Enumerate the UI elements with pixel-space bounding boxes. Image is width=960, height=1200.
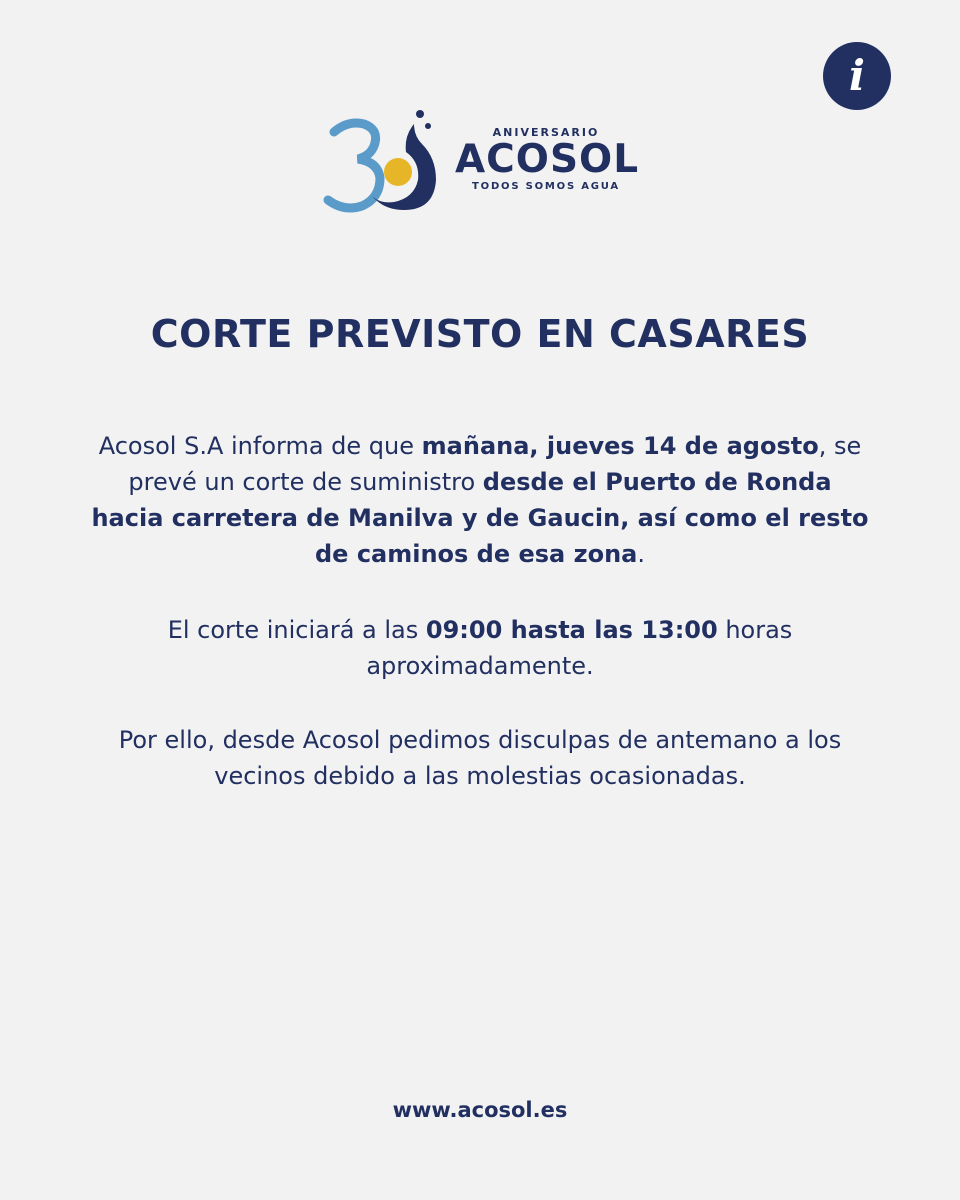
info-icon — [823, 42, 891, 110]
logo-drop-shape — [416, 110, 424, 118]
p1-text-1: Acosol S.A informa de que — [98, 432, 422, 460]
notice-paragraph-1 — [90, 428, 870, 572]
info-glyph: i — [849, 51, 865, 100]
logo-brand-name: ACOSOL — [455, 137, 640, 182]
logo-emblem — [322, 106, 452, 218]
p1-affected-area: desde el Puerto de Ronda hacia carretera de Manilva y de Gaucin, así como el resto de caminos de esa zona — [91, 468, 869, 568]
p1-date: mañana, jueves 14 de agosto — [421, 432, 819, 460]
notice-paragraph-3 — [80, 722, 880, 794]
notice-paragraph-2 — [80, 612, 880, 684]
website-link[interactable]: www.acosol.es — [392, 1098, 568, 1122]
p1-text-2: , se prevé un corte de suministro — [128, 432, 862, 496]
p2-time-range: 09:00 hasta las 13:00 — [425, 616, 718, 644]
p1-text-3: . — [637, 540, 645, 568]
logo-wordmark — [455, 126, 640, 192]
logo-sun-shape — [384, 158, 412, 186]
acosol-30-aniversario-logo — [322, 106, 642, 218]
p2-text-2: horas aproximadamente. — [366, 616, 793, 680]
logo-drop-shape — [425, 123, 431, 129]
p3-text-1: Por ello, desde Acosol pedimos disculpas de antemano a los vecinos debido a las molestias ocasionadas. — [118, 726, 842, 790]
logo-tagline: TODOS SOMOS AGUA — [472, 181, 620, 192]
notice-title: CORTE PREVISTO EN CASARES — [150, 312, 810, 356]
logo-three-shape — [328, 123, 380, 208]
logo-anniversary-label: ANIVERSARIO — [492, 126, 600, 139]
p2-text-1: El corte iniciará a las — [167, 616, 426, 644]
